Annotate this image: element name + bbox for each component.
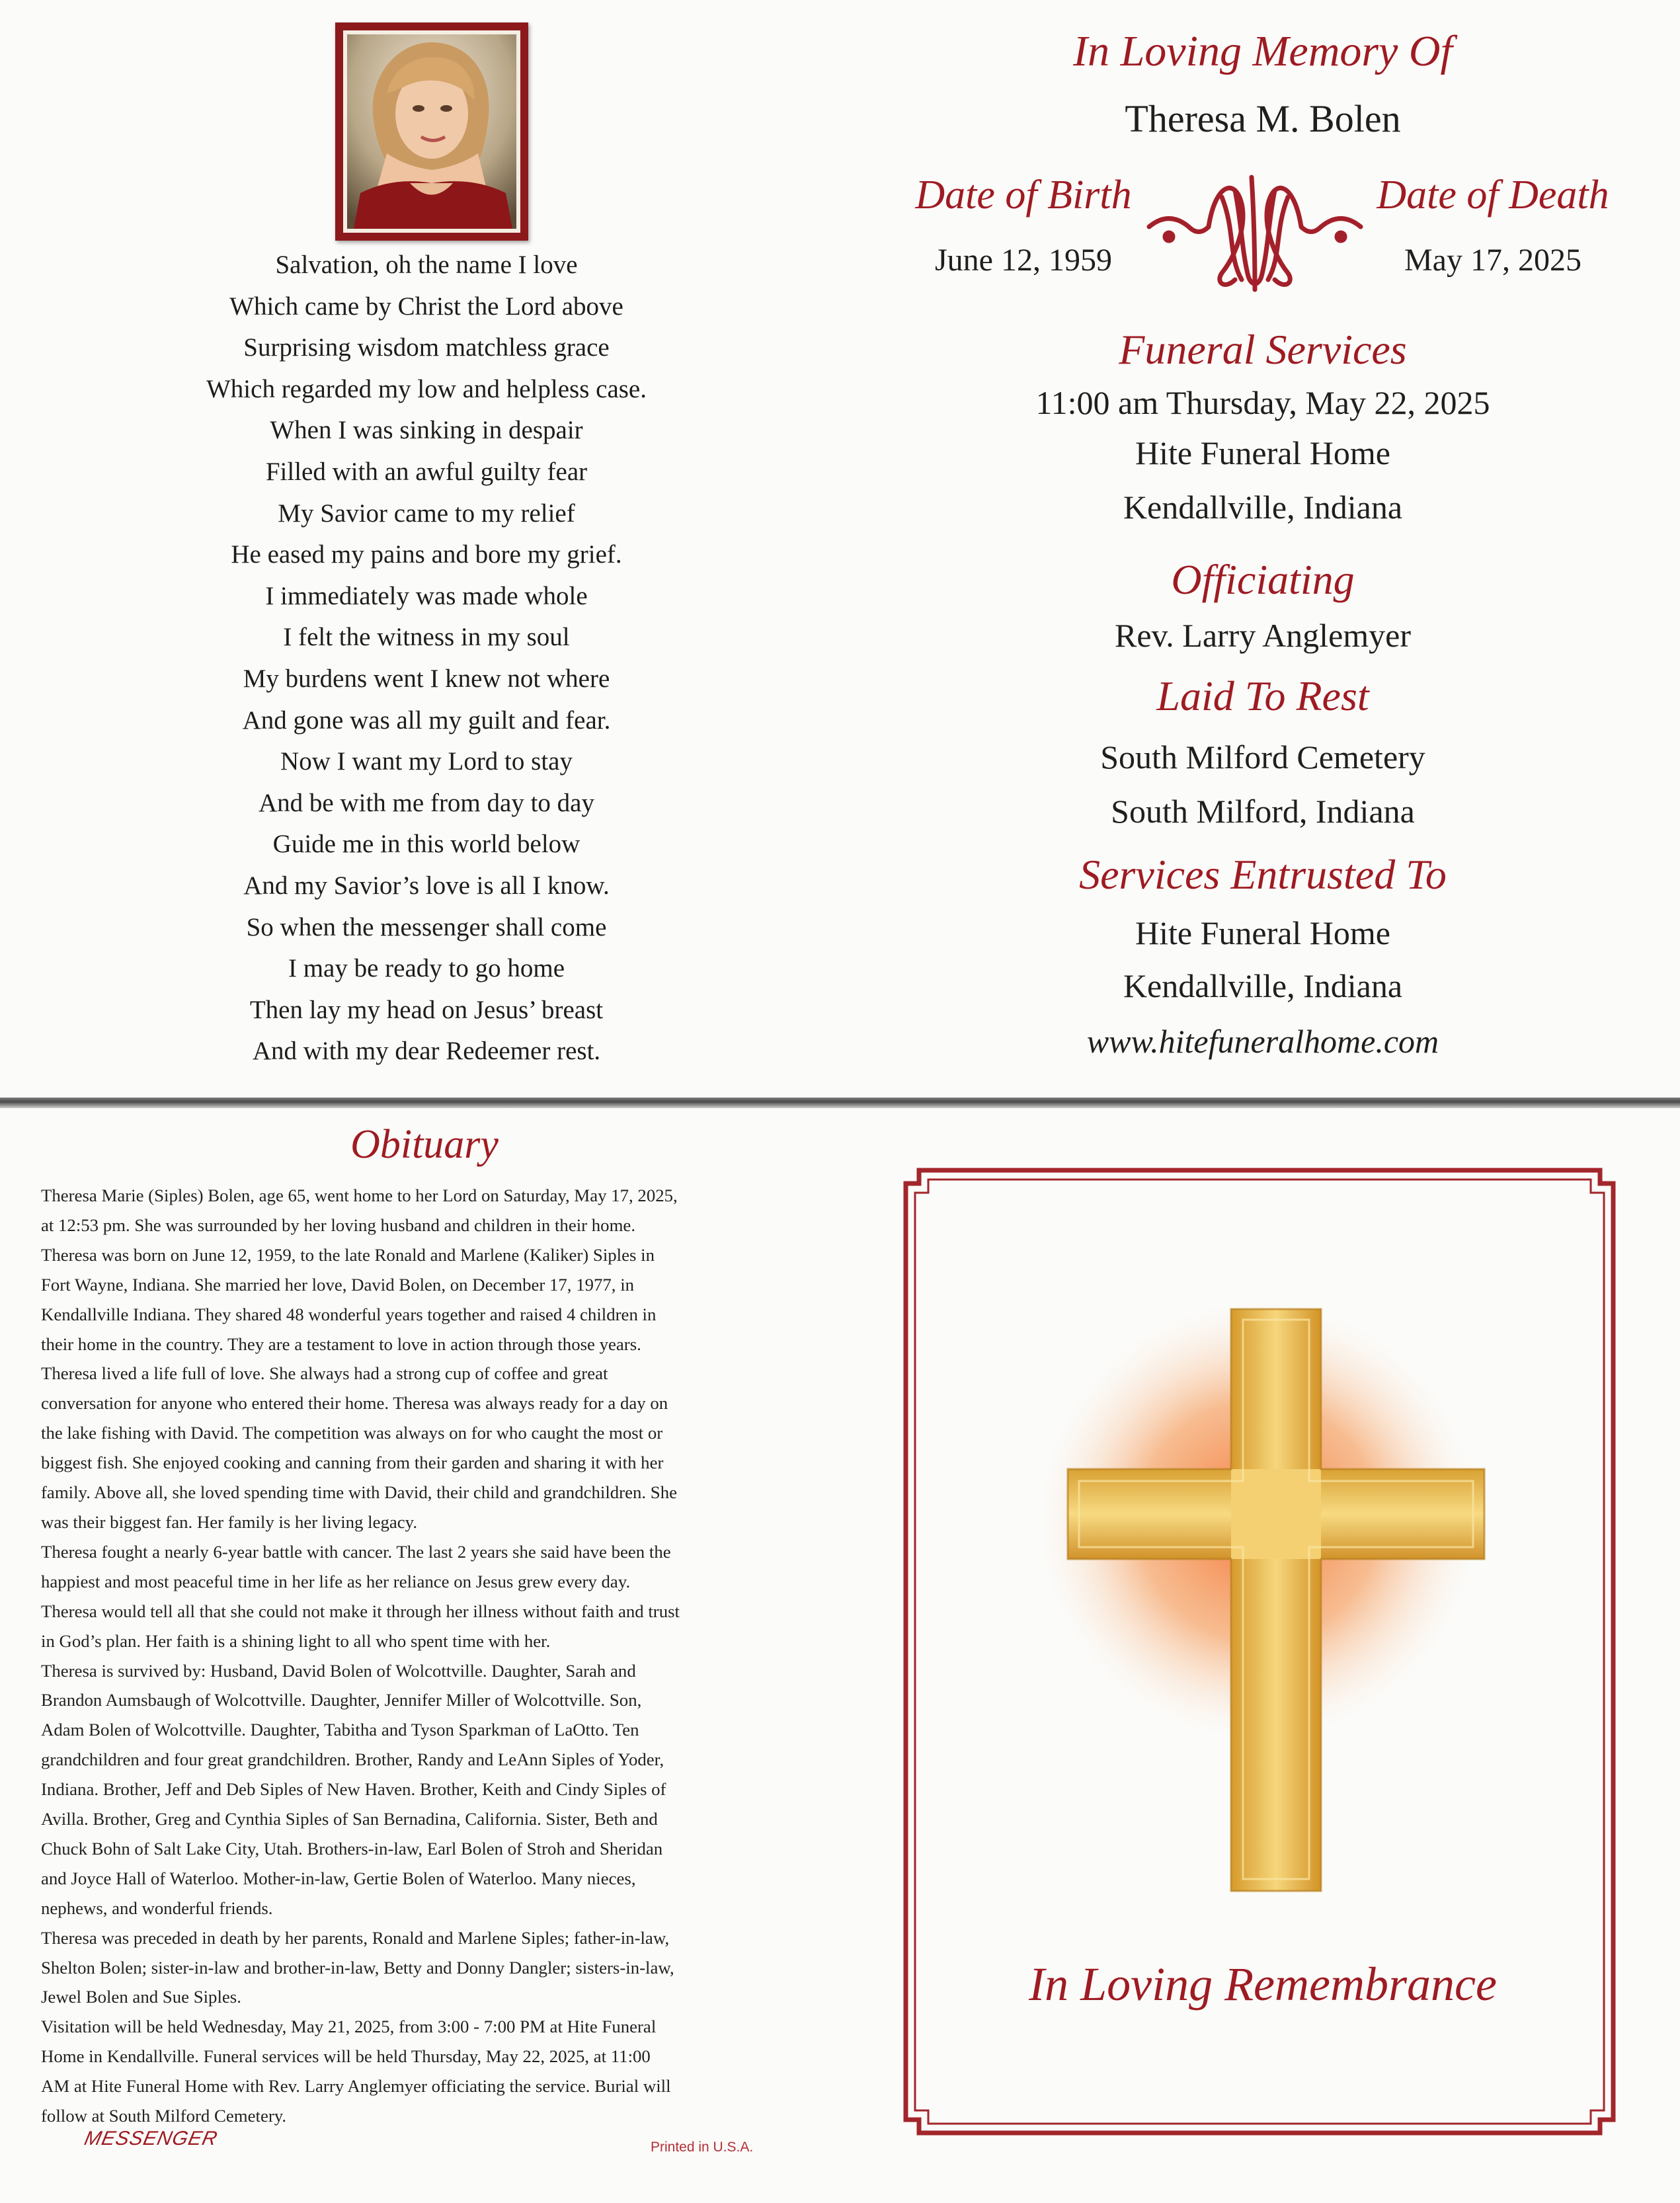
portrait-photo — [347, 34, 516, 229]
obituary-line: Theresa lived a life full of love. She always had a strong cup of coffee and great — [41, 1363, 608, 1384]
entrusted-city: Kendallville, Indiana — [1123, 967, 1403, 1004]
entrusted-heading: Services Entrusted To — [1079, 851, 1447, 898]
obituary-line: at 12:53 pm. She was surrounded by her loving husband and children in their home. — [41, 1215, 636, 1235]
poem-line: He eased my pains and bore my grief. — [231, 540, 622, 569]
poem-line: Which came by Christ the Lord above — [229, 292, 623, 321]
obituary-line: grandchildren and four great grandchildren. Brother, Randy and LeAnn Siples of Yoder, — [41, 1749, 664, 1770]
birth-date: June 12, 1959 — [935, 243, 1112, 278]
obituary-line: Shelton Bolen; sister-in-law and brother-in-law, Betty and Donny Dangler; sisters-in-law, — [41, 1957, 674, 1978]
obituary-line: nephews, and wonderful friends. — [41, 1898, 273, 1918]
poem-line: When I was sinking in despair — [270, 416, 583, 445]
poem-line: Then lay my head on Jesus’ breast — [249, 995, 604, 1024]
funeral-time: 11:00 am Thursday, May 22, 2025 — [1035, 384, 1490, 421]
cemetery-name: South Milford Cemetery — [1100, 739, 1425, 776]
obituary-line: Theresa is survived by: Husband, David Bolen of Wolcottville. Daughter, Sarah and — [41, 1660, 636, 1681]
obituary-line: Theresa fought a nearly 6-year battle with cancer. The last 2 years she said have been the — [41, 1541, 671, 1562]
officiant-name: Rev. Larry Anglemyer — [1115, 617, 1411, 654]
obituary-line: Chuck Bohn of Salt Lake City, Utah. Brothers-in-law, Earl Bolen of Stroh and Sheridan — [41, 1838, 663, 1859]
obituary-line: Home in Kendallville. Funeral services will be held Thursday, May 22, 2025, at 11:00 — [41, 2046, 651, 2067]
obituary-line: biggest fish. She enjoyed cooking and canning from their garden and sharing it with her — [41, 1453, 664, 1473]
poem — [132, 245, 721, 1072]
poem-line: I felt the witness in my soul — [283, 623, 570, 652]
obituary-line: Jewel Bolen and Sue Siples. — [41, 1987, 241, 2007]
obituary-line: and Joyce Hall of Waterloo. Mother-in-law, Gertie Bolen of Waterloo. Many nieces, — [41, 1868, 636, 1888]
funeral-home-website[interactable]: www.hitefuneralhome.com — [1086, 1023, 1439, 1060]
obituary-line: Theresa Marie (Siples) Bolen, age 65, went home to her Lord on Saturday, May 17, 2025, — [41, 1185, 678, 1205]
obituary-heading: Obituary — [350, 1122, 499, 1167]
poem-line: Which regarded my low and helpless case. — [206, 374, 647, 403]
remembrance-caption: In Loving Remembrance — [1029, 1958, 1497, 2011]
printed-note: Printed in U.S.A. — [651, 2140, 754, 2155]
poem-line: Now I want my Lord to stay — [280, 747, 573, 776]
poem-line: So when the messenger shall come — [246, 912, 607, 941]
obituary-line: was their biggest fan. Her family is her living legacy. — [41, 1511, 418, 1532]
officiating-heading: Officiating — [1171, 556, 1355, 603]
death-date: May 17, 2025 — [1404, 243, 1581, 278]
obituary-line: Visitation will be held Wednesday, May 21, 2025, from 3:00 - 7:00 PM at Hite Funeral — [41, 2017, 657, 2037]
obituary-line: Theresa was born on June 12, 1959, to the late Ronald and Marlene (Kaliker) Siples in — [41, 1244, 655, 1265]
obituary-line: the lake fishing with David. The competition was always on for who caught the most or — [41, 1423, 663, 1443]
poem-line: I may be ready to go home — [288, 954, 565, 983]
obituary-line: Brandon Aumsbaugh of Wolcottville. Daughter, Jennifer Miller of Wolcottville. Son, — [41, 1690, 642, 1710]
cemetery-city: South Milford, Indiana — [1111, 793, 1415, 830]
obituary-line: conversation for anyone who entered their home. Theresa was always ready for a day on — [41, 1393, 668, 1414]
obituary-line: Theresa would tell all that she could not make it through her illness without faith and trust — [41, 1601, 680, 1621]
poem-line: And gone was all my guilt and fear. — [242, 705, 611, 735]
portrait-photo-frame — [335, 22, 528, 241]
obituary-line: their home in the country. They are a testament to love in action through those years. — [41, 1334, 641, 1354]
obituary-line: AM at Hite Funeral Home with Rev. Larry Anglemyer officiating the service. Burial will — [41, 2076, 671, 2097]
obituary-text — [41, 1181, 795, 2131]
laid-to-rest-heading: Laid To Rest — [1156, 672, 1369, 719]
printer-logo: MESSENGER — [82, 2128, 220, 2149]
poem-line: My Savior came to my relief — [278, 499, 575, 528]
obituary-line: in God’s plan. Her faith is a shining light to all who spent time with her. — [41, 1630, 551, 1651]
program-inside-panel — [0, 0, 1680, 1098]
obituary-line: happiest and most peaceful time in her life as her reliance on Jesus grew every day. — [41, 1571, 631, 1591]
funeral-place: Hite Funeral Home — [1135, 434, 1390, 471]
poem-line: And my Savior’s love is all I know. — [243, 871, 610, 900]
poem-line: And with my dear Redeemer rest. — [252, 1037, 601, 1066]
poem-line: I immediately was made whole — [265, 581, 588, 610]
scroll-flourish-icon — [1142, 164, 1367, 296]
obituary-line: Adam Bolen of Wolcottville. Daughter, Tabitha and Tyson Sparkman of LaOtto. Ten — [41, 1720, 639, 1740]
poem-line: My burdens went I knew not where — [243, 664, 610, 693]
obituary-line: family. Above all, she loved spending time with David, their child and grandchildren. She — [41, 1482, 677, 1503]
funeral-city: Kendallville, Indiana — [1123, 489, 1403, 526]
poem-line: Filled with an awful guilty fear — [265, 457, 588, 486]
poem-line: And be with me from day to day — [259, 788, 594, 817]
poem-line: Salvation, oh the name I love — [275, 251, 578, 279]
obituary-line: Fort Wayne, Indiana. She married her love, David Bolen, on December 17, 1977, in — [41, 1274, 635, 1295]
deceased-name: Theresa M. Bolen — [1125, 97, 1401, 140]
obituary-line: Kendallville Indiana. They shared 48 wonderful years together and raised 4 children in — [41, 1304, 657, 1324]
entrusted-place: Hite Funeral Home — [1135, 914, 1390, 951]
birth-label: Date of Birth — [915, 173, 1132, 218]
obituary-line: follow at South Milford Cemetery. — [41, 2106, 287, 2126]
obituary-line: Avilla. Brother, Greg and Cynthia Siples of San Bernadina, California. Sister, Beth and — [41, 1809, 658, 1829]
poem-line: Guide me in this world below — [272, 830, 580, 859]
memory-heading: In Loving Memory Of — [1073, 27, 1453, 75]
death-label: Date of Death — [1377, 173, 1609, 218]
poem-line: Surprising wisdom matchless grace — [243, 333, 610, 362]
fold-line — [0, 1098, 1680, 1108]
obituary-line: Indiana. Brother, Jeff and Deb Siples of New Haven. Brother, Keith and Cindy Siples of — [41, 1779, 666, 1800]
obituary-line: Theresa was preceded in death by her parents, Ronald and Marlene Siples; father-in-law, — [41, 1927, 670, 1948]
funeral-services-heading: Funeral Services — [1119, 326, 1407, 373]
